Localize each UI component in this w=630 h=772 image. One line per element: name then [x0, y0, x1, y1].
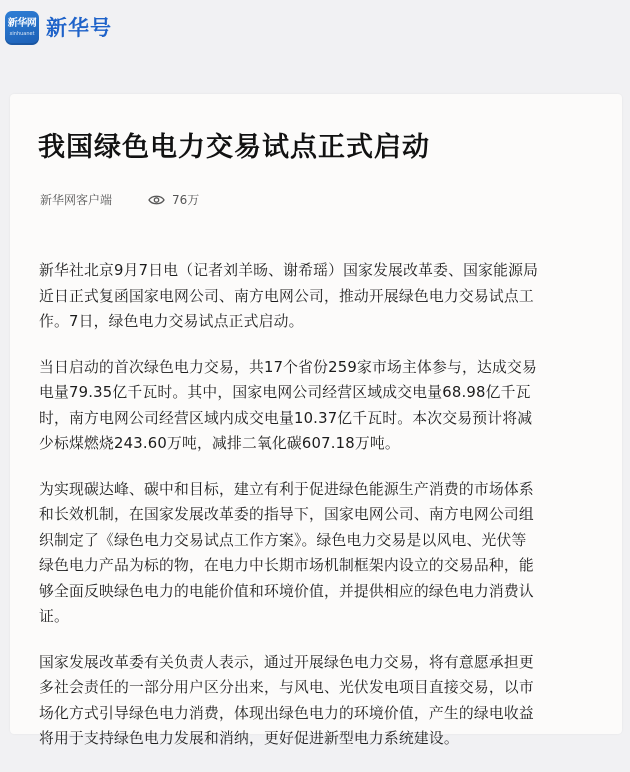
paragraph-line: 电量79.35亿千瓦时。其中，国家电网公司经营区域成交电量68.98亿千瓦 [39, 384, 531, 401]
paragraph-line: 场化方式引导绿色电力消费，体现出绿色电力的环境价值，产生的绿电收益 [39, 704, 534, 722]
paragraph-line: 近日正式复函国家电网公司、南方电网公司，推动开展绿色电力交易试点工 [39, 287, 534, 305]
article-body [39, 258, 611, 772]
paragraph-line: 为实现碳达峰、碳中和目标，建立有利于促进绿色能源生产消费的市场体系 [39, 480, 534, 498]
xinhuanet-logo[interactable] [5, 11, 39, 45]
paragraph-line: 证。 [39, 608, 69, 625]
paragraph-line: 和长效机制，在国家发展改革委的指导下，国家电网公司、南方电网公司组 [39, 506, 534, 523]
paragraph-line: 够全面反映绿色电力的电能价值和环境价值，并提供相应的绿色电力消费认 [39, 582, 534, 600]
paragraph-line: 当日启动的首次绿色电力交易，共17个省份259家市场主体参与，达成交易 [39, 358, 537, 376]
top-bar [0, 0, 630, 64]
brand-name[interactable]: 新华号 [46, 16, 112, 40]
article-title: 我国绿色电力交易试点正式启动 [38, 132, 430, 163]
article-paragraph [39, 477, 611, 630]
paragraph-line: 将用于支持绿色电力发展和消纳，更好促进新型电力系统建设。 [39, 730, 459, 747]
paragraph-line: 国家发展改革委有关负责人表示，通过开展绿色电力交易，将有意愿承担更 [39, 653, 534, 671]
paragraph-line: 织制定了《绿色电力交易试点工作方案》。绿色电力交易是以风电、光伏等 [39, 531, 527, 549]
paragraph-line: 多社会责任的一部分用户区分出来，与风电、光伏发电项目直接交易，以市 [39, 679, 534, 696]
paragraph-line: 时，南方电网公司经营区域内成交电量10.37亿千瓦时。本次交易预计将减 [39, 409, 533, 427]
article-paragraph [39, 258, 611, 335]
paragraph-line: 作。7日，绿色电力交易试点正式启动。 [39, 313, 304, 330]
eye-icon [148, 194, 165, 206]
article-source[interactable]: 新华网客户端 [40, 193, 113, 207]
paragraph-line: 绿色电力产品为标的物，在电力中长期市场机制框架内设立的交易品种，能 [39, 557, 534, 574]
paragraph-line: 少标煤燃烧243.60万吨，减排二氧化碳607.18万吨。 [39, 435, 400, 452]
view-count-value: 76万 [172, 193, 200, 207]
article-paragraph [39, 355, 611, 457]
paragraph-line: 新华社北京9月7日电（记者刘羊旸、谢希瑶）国家发展改革委、国家能源局 [39, 262, 539, 279]
logo-subtext: xinhuanet [9, 31, 35, 37]
article-paragraph [39, 650, 611, 752]
logo-text: 新华网 [7, 18, 37, 29]
